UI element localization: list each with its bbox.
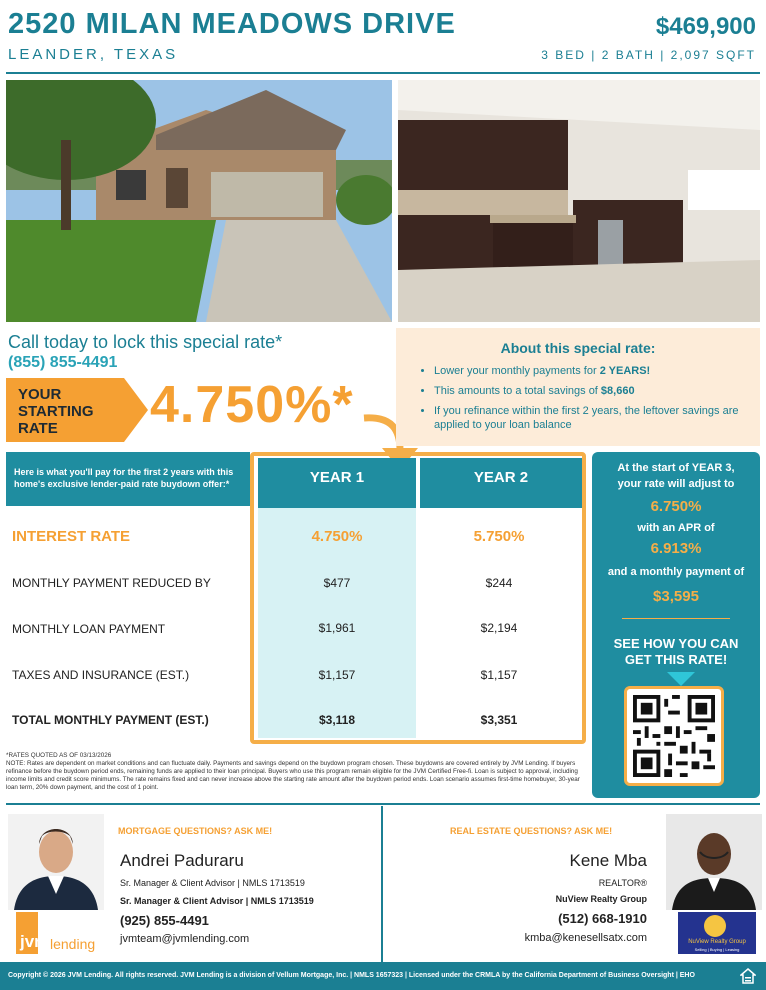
about-item: • If you refinance within the first 2 years, the leftover savings are applied to your loan balance bbox=[434, 404, 750, 432]
year3-apr: 6.913% bbox=[650, 540, 702, 557]
agent-title: REALTOR® bbox=[598, 878, 647, 888]
tag-line-2: STARTING bbox=[18, 403, 94, 420]
down-arrow-icon bbox=[667, 672, 695, 686]
year1-header: YEAR 1 bbox=[258, 458, 416, 508]
year3-line-3: with an APR of bbox=[637, 522, 715, 534]
agent-email[interactable]: kmba@kenesellsatx.com bbox=[524, 932, 647, 944]
agent-avatar bbox=[666, 814, 762, 910]
jvm-lending-logo: jvm lending bbox=[16, 912, 96, 954]
disclaimer-text: NOTE: Rates are dependent on market conditions and can fluctuate daily. Payments and savings depend on the buydown program chosen. These buydowns are covered entirely by JVM Lending. If buyers refinance before the buydown period ends, remaining funds are applied to their loan principal. Buyers who use this program remain eligible for the JVM Certified Free-fi. Loan is subject to approval, including income limits and credit score minimums. The rate remains fixed and can never increase above the starting rate amount after the buydown period ends. Loan scenario assumes first-time homebuyer, 30-year loan term, 20% down payment, and the cost of 1 point. bbox=[6, 760, 580, 791]
property-city: LEANDER, TEXAS bbox=[8, 46, 179, 63]
footer-divider bbox=[6, 803, 760, 805]
year3-divider bbox=[622, 618, 730, 619]
about-title: About this special rate: bbox=[500, 340, 656, 356]
year3-line-4: and a monthly payment of bbox=[607, 566, 745, 578]
rates-quoted-date: *RATES QUOTED AS OF 03/13/2026 bbox=[6, 752, 112, 759]
agent-name: Kene Mba bbox=[569, 851, 647, 870]
row-label-total: TOTAL MONTHLY PAYMENT (EST.) bbox=[12, 713, 209, 727]
cell-y1-taxes-insurance: $1,157 bbox=[318, 668, 356, 682]
property-address: 2520 MILAN MEADOWS DRIVE bbox=[8, 8, 456, 40]
table-intro: Here is what you'll pay for the first 2 years with this home's exclusive lender-paid rate buydown offer:* bbox=[6, 452, 250, 506]
cell-y1-total: $3,118 bbox=[318, 713, 356, 727]
cell-y1-interest-rate: 4.750% bbox=[311, 528, 363, 545]
cell-y1-loan-payment: $1,961 bbox=[318, 621, 356, 635]
year1-year2-frame bbox=[250, 452, 586, 744]
equal-housing-icon bbox=[740, 968, 756, 984]
year3-line-2: your rate will adjust to bbox=[617, 478, 735, 490]
call-to-action: Call today to lock this special rate* bbox=[8, 332, 283, 352]
tag-line-1: YOUR bbox=[18, 386, 62, 403]
promo-phone-link[interactable]: (855) 855-4491 bbox=[8, 354, 118, 371]
lender-title-2: Sr. Manager & Client Advisor | NMLS 1713519 bbox=[120, 896, 314, 906]
about-item: • This amounts to a total savings of $8,660 bbox=[434, 384, 750, 398]
cell-y2-payment-reduced: $244 bbox=[485, 576, 513, 590]
lender-question: MORTGAGE QUESTIONS? ASK ME! bbox=[118, 826, 273, 836]
cta-line-2: GET THIS RATE! bbox=[624, 652, 728, 667]
row-label-taxes-insurance: TAXES AND INSURANCE (EST.) bbox=[12, 668, 190, 682]
cell-y2-interest-rate: 5.750% bbox=[473, 528, 525, 545]
agent-question: REAL ESTATE QUESTIONS? ASK ME! bbox=[450, 826, 613, 836]
cta-line-1: SEE HOW YOU CAN bbox=[613, 636, 739, 651]
nuview-logo: NuView Realty Group Selling | Buying | Leasing bbox=[678, 912, 756, 954]
row-label-interest-rate: INTEREST RATE bbox=[12, 528, 131, 545]
year3-payment: $3,595 bbox=[653, 588, 699, 605]
copyright-text: Copyright © 2026 JVM Lending. All rights reserved. JVM Lending is a division of Vellum Mortgage, Inc. | NMLS 1657323 | Licensed under the CRMLA by the California Department of Business Oversight | EHO bbox=[8, 972, 695, 979]
tag-line-3: RATE bbox=[18, 420, 58, 437]
qr-code-icon bbox=[633, 695, 715, 777]
cell-y1-payment-reduced: $477 bbox=[323, 576, 351, 590]
year2-header: YEAR 2 bbox=[420, 458, 582, 508]
lender-phone[interactable]: (925) 855-4491 bbox=[120, 913, 209, 928]
lender-email[interactable]: jvmteam@jvmlending.com bbox=[120, 933, 250, 945]
agent-phone[interactable]: (512) 668-1910 bbox=[558, 911, 647, 926]
year3-line-1: At the start of YEAR 3, bbox=[617, 462, 735, 474]
property-specs: 3 BED | 2 BATH | 2,097 SQFT bbox=[541, 48, 756, 62]
header-divider bbox=[6, 72, 760, 74]
house-exterior-photo bbox=[6, 80, 392, 322]
cell-y2-taxes-insurance: $1,157 bbox=[480, 668, 518, 682]
cell-y2-loan-payment: $2,194 bbox=[480, 621, 518, 635]
copyright-bar bbox=[0, 962, 766, 990]
lender-name: Andrei Paduraru bbox=[120, 851, 244, 870]
disclaimer bbox=[6, 752, 586, 792]
contact-divider bbox=[381, 806, 383, 962]
year3-box bbox=[592, 452, 760, 798]
year3-rate: 6.750% bbox=[650, 498, 702, 515]
agent-company: NuView Realty Group bbox=[555, 894, 647, 904]
starting-rate-tag bbox=[6, 378, 148, 442]
starting-rate-value: 4.750%* bbox=[150, 376, 354, 434]
about-list bbox=[434, 364, 750, 438]
property-price: $469,900 bbox=[655, 13, 756, 40]
about-item: • Lower your monthly payments for 2 YEARS! bbox=[434, 364, 750, 378]
row-label-loan-payment: MONTHLY LOAN PAYMENT bbox=[12, 622, 166, 636]
row-label-payment-reduced: MONTHLY PAYMENT REDUCED BY bbox=[12, 576, 211, 590]
kitchen-photo bbox=[398, 80, 760, 322]
lender-title-1: Sr. Manager & Client Advisor | NMLS 1713519 bbox=[120, 878, 305, 888]
lender-avatar bbox=[8, 814, 104, 910]
about-rate-box bbox=[396, 328, 760, 446]
qr-code[interactable] bbox=[624, 686, 724, 786]
cell-y2-total: $3,351 bbox=[480, 713, 518, 727]
